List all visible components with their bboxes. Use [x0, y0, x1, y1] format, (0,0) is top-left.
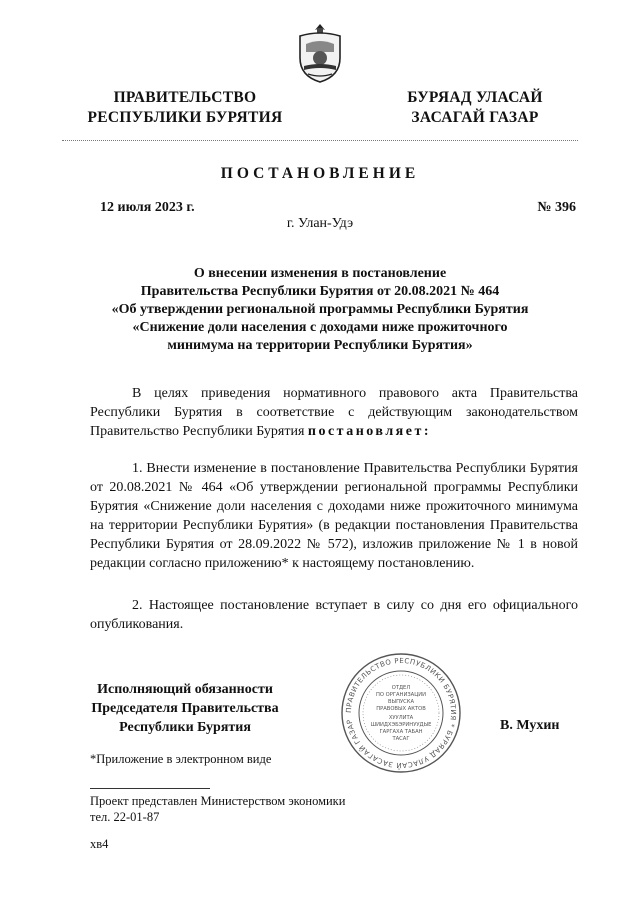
item-1-paragraph: 1. Внести изменение в постановление Правительства Республики Бурятия от 20.08.2021 № 464 «Об утверждении региональной программы Республики Бурятия «Снижение доли населения с доходами ниже прожиточного минимума на территории Республики Бурятия» (в редакции постановления Правительства Республики Бурятия от 28.09.2022 № 572), изложив приложение № 1 в новой редакции согласно приложению* к настоящему постановлению. [90, 461, 578, 571]
phone-note: тел. 22-01-87 [90, 810, 160, 824]
subject-line: «Снижение доли населения с доходами ниже прожиточного [132, 320, 508, 335]
document-subject [80, 265, 560, 355]
coat-of-arms-emblem [296, 22, 344, 84]
header-right [375, 88, 575, 128]
header-right-line1: БУРЯАД УЛАСАЙ [407, 89, 543, 106]
svg-text:ПРАВИТЕЛЬСТВО РЕСПУБЛИКИ БУРЯТ [345, 657, 457, 770]
document-number: № 396 [537, 200, 576, 215]
document-city: г. Улан-Удэ [286, 216, 354, 231]
header-left-line1: ПРАВИТЕЛЬСТВО [113, 89, 257, 106]
header-left [80, 88, 290, 128]
seal-center-line: ТАСАГ [392, 736, 410, 742]
preamble-decree: постановляет: [307, 424, 431, 439]
document-title: ПОСТАНОВЛЕНИЕ [220, 165, 420, 182]
preamble-text: В целях приведения нормативного правового акта Правительства Республики Бурятия в соответствие с действующим законодательством Правительство Республики Бурятия [90, 386, 578, 439]
header-left-line2: РЕСПУБЛИКИ БУРЯТИЯ [87, 109, 283, 126]
seal-center-line: ОТДЕЛ [391, 685, 411, 691]
seal-center-line: ХУУЛИТА [388, 715, 414, 721]
seal-outer-text: ПРАВИТЕЛЬСТВО РЕСПУБЛИКИ БУРЯТИЯ * БУРЯАД УЛАСАЙ ЗАСАГАЙ ГАЗАР [344, 656, 458, 770]
signer-name: В. Мухин [500, 718, 560, 733]
seal-center-line: ПО ОРГАНИЗАЦИИ [375, 692, 427, 698]
header-divider [62, 140, 578, 141]
preamble-paragraph [90, 384, 578, 441]
seal-center-line: ШИИДХЭБЭРИНУУДЫЕ [370, 722, 432, 728]
document-code: хв4 [90, 837, 109, 851]
document-date: 12 июля 2023 г. [100, 200, 195, 215]
project-note: Проект представлен Министерством экономики [90, 794, 346, 808]
item-2-paragraph: 2. Настоящее постановление вступает в силу со дня его официального опубликования. [90, 598, 578, 632]
official-seal [340, 652, 462, 774]
subject-line: О внесении изменения в постановление [193, 266, 447, 281]
header-right-line2: ЗАСАГАЙ ГАЗАР [411, 109, 539, 126]
subject-line: «Об утверждении региональной программы Республики Бурятия [111, 302, 529, 317]
seal-center-line: ГАРГАХА ТАБАН [379, 729, 423, 735]
seal-center-line: ПРАВОВЫХ АКТОВ [376, 706, 426, 712]
signature-title-line: Председателя Правительства [91, 701, 279, 716]
signature-title [80, 680, 290, 737]
signature-title-line: Республики Бурятия [119, 720, 251, 735]
signature-title-line: Исполняющий обязанности [97, 682, 273, 697]
seal-center-line: ВЫПУСКА [387, 699, 415, 705]
subject-line: Правительства Республики Бурятия от 20.08.2021 № 464 [140, 284, 500, 299]
subject-line: минимума на территории Республики Бурятия» [167, 338, 473, 353]
footer-rule [90, 788, 210, 789]
appendix-note: *Приложение в электронном виде [90, 752, 272, 766]
